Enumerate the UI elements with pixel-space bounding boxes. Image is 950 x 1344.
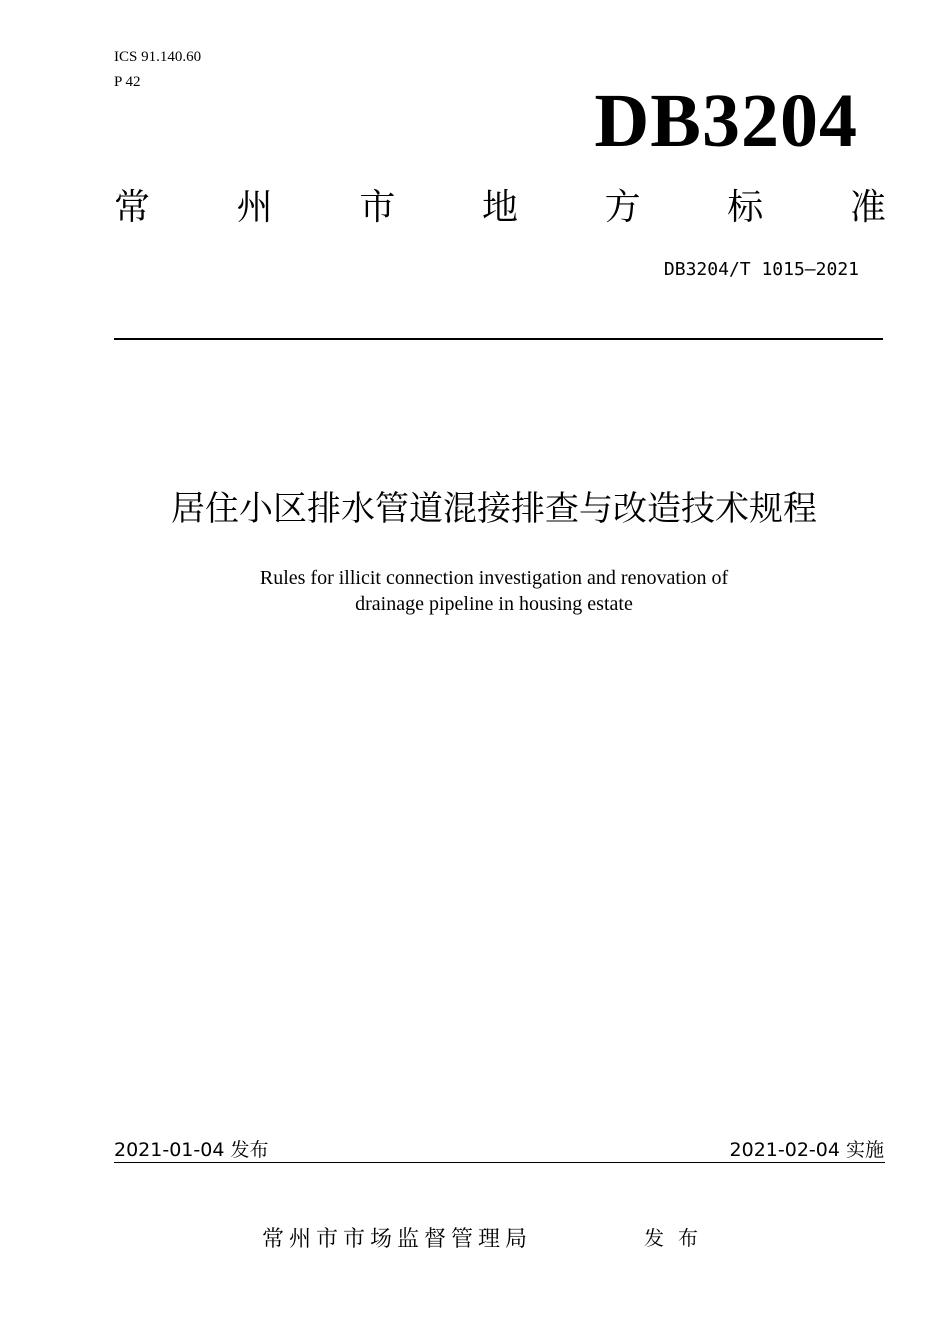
standard-number: DB3204/T 1015—2021 <box>663 259 859 280</box>
issue-date: 2021-01-04 发布 <box>114 1139 269 1161</box>
standard-type-heading <box>114 186 886 230</box>
ics-code: ICS 91.140.60 <box>114 49 202 65</box>
standard-type-char: 方 <box>604 187 641 228</box>
db-standard-logo: DB3204 <box>594 79 858 163</box>
standard-type-char: 标 <box>727 187 764 228</box>
standard-type-char: 常 <box>114 187 151 228</box>
title-english-line: drainage pipeline in housing estate <box>355 593 633 615</box>
implementation-date: 2021-02-04 实施 <box>729 1139 884 1161</box>
publisher-name: 常州市市场监督管理局 <box>262 1227 533 1252</box>
publish-label: 发布 <box>644 1226 712 1250</box>
classification-code: P 42 <box>114 74 141 90</box>
standard-type-char: 州 <box>236 187 273 228</box>
document-title-english <box>0 565 950 617</box>
header-divider <box>114 338 883 340</box>
document-title-chinese: 居住小区排水管道混接排查与改造技术规程 <box>171 489 817 529</box>
title-english-line: Rules for illicit connection investigation and renovation of <box>259 567 729 589</box>
standard-type-char: 市 <box>359 187 396 228</box>
standard-type-char: 准 <box>849 187 886 228</box>
footer-divider <box>114 1162 885 1163</box>
standard-type-char: 地 <box>481 187 518 228</box>
